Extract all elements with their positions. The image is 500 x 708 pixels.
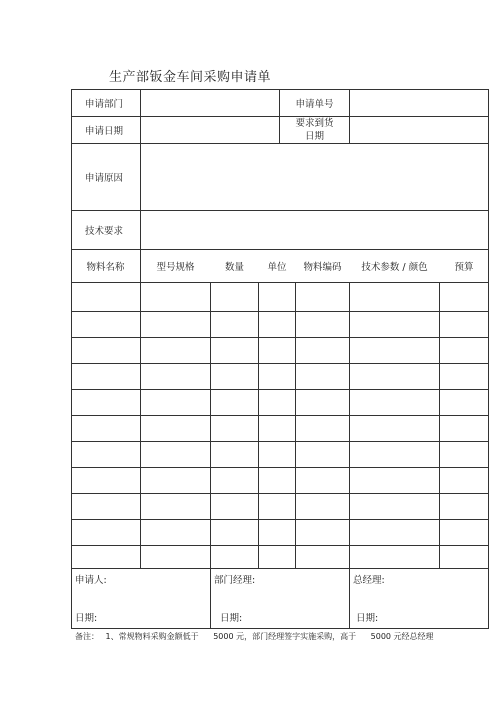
column-header-budget: 预算 xyxy=(454,262,474,273)
column-header-tech-params: 技术参数 / 颜色 xyxy=(361,262,428,273)
row-line xyxy=(71,415,489,416)
arrival-date-label xyxy=(280,117,349,143)
border-bottom xyxy=(71,628,489,629)
applicant-label: 申请人: xyxy=(75,575,107,586)
row-line xyxy=(71,282,489,283)
footnote xyxy=(75,631,434,642)
col-line xyxy=(258,282,259,568)
reason-field[interactable] xyxy=(141,144,488,210)
row-line xyxy=(71,568,489,569)
border-right xyxy=(488,89,489,629)
column-header-unit: 单位 xyxy=(267,262,287,273)
row-line xyxy=(71,519,489,520)
row-line xyxy=(71,467,489,468)
apply-no-field[interactable] xyxy=(350,89,488,116)
col-line xyxy=(349,282,350,629)
row-line xyxy=(71,337,489,338)
note-amount-2: 5000 xyxy=(370,632,391,641)
col-line xyxy=(210,282,211,629)
row-line xyxy=(71,545,489,546)
row-line xyxy=(71,311,489,312)
column-header-material-code: 物料编码 xyxy=(303,262,342,273)
apply-date-field[interactable] xyxy=(141,117,279,143)
applicant-date-label: 日期: xyxy=(75,613,98,624)
apply-dept-label: 申请部门 xyxy=(85,98,124,110)
apply-date-label: 申请日期 xyxy=(85,126,124,137)
arrival-date-field[interactable] xyxy=(350,117,488,143)
row-line xyxy=(71,389,489,390)
column-header-material-name: 物料名称 xyxy=(86,262,125,273)
col-line xyxy=(295,282,296,568)
apply-dept-field[interactable] xyxy=(141,89,279,116)
row-line xyxy=(71,363,489,364)
note-item: 1、常规物料采购金额低于 xyxy=(105,632,199,641)
tech-req-field[interactable] xyxy=(141,211,488,249)
form-title: 生产部钣金车间采购申请单 xyxy=(109,70,272,85)
tech-req-label: 技术要求 xyxy=(85,226,124,237)
column-header-quantity: 数量 xyxy=(224,262,244,273)
general-manager-date-label: 日期: xyxy=(356,613,379,624)
reason-label: 申请原因 xyxy=(85,173,124,184)
col-line xyxy=(140,282,141,568)
dept-manager-date-label: 日期: xyxy=(220,613,243,624)
note-suffix: 元经总经理 xyxy=(393,632,434,641)
row-line xyxy=(71,493,489,494)
col-line xyxy=(439,282,440,568)
note-prefix: 备注： xyxy=(75,632,99,641)
note-middle: 元，部门经理签字实施采购，高于 xyxy=(236,632,357,641)
purchase-request-form xyxy=(71,89,489,629)
arrival-date-label-line1: 要求到货 xyxy=(295,118,334,129)
column-header-model-spec: 型号规格 xyxy=(156,262,195,273)
row-line xyxy=(71,441,489,442)
border-left xyxy=(71,89,72,629)
dept-manager-label: 部门经理: xyxy=(214,575,256,586)
general-manager-label: 总经理: xyxy=(353,575,385,586)
note-amount-1: 5000 xyxy=(213,632,234,641)
apply-no-label: 申请单号 xyxy=(295,98,334,110)
arrival-date-label-line2: 日期 xyxy=(304,131,324,142)
